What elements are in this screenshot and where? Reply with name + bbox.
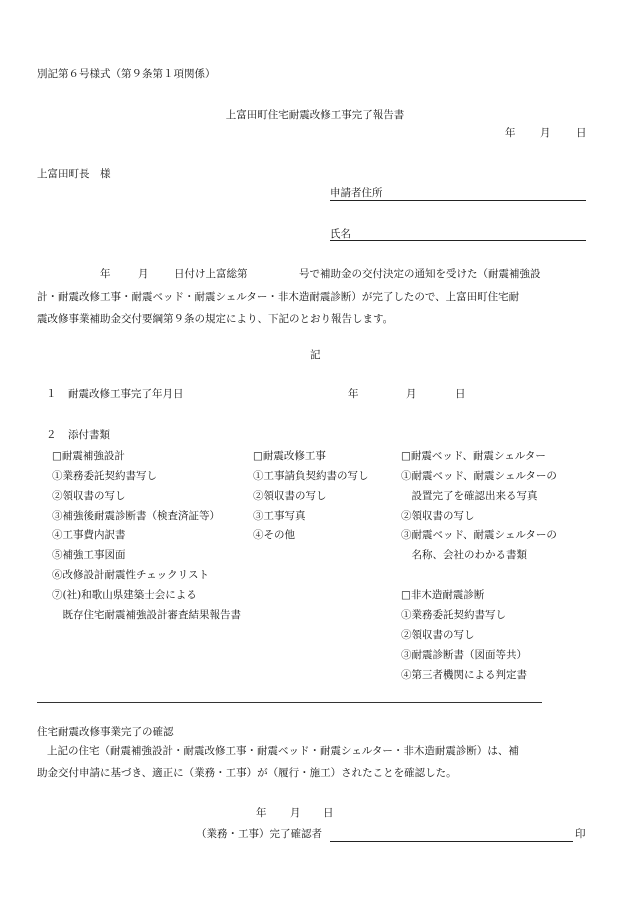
attachment-item: ⑥改修設計耐震性チェックリスト [52,569,209,581]
form-reference: 別記第６号様式（第９条第１項関係） [37,68,216,80]
applicant-name-field[interactable] [330,240,586,241]
attachment-item: 設置完了を確認出来る写真 [401,490,538,502]
document-title: 上富田町住宅耐震改修工事完了報告書 [225,109,405,121]
item1-day: 日 [455,388,466,400]
attachment-item: □耐震補強設計 [52,450,125,462]
report-date-month: 月 [540,127,551,139]
attachment-item: ①業務委託契約書写し [401,609,506,621]
attachment-item: ①工事請負契約書の写し [253,470,369,482]
confirmation-month: 月 [290,807,301,819]
seal-mark: 印 [575,828,586,840]
item1-label: 耐震改修工事完了年月日 [68,388,184,400]
confirmation-day: 日 [323,807,334,819]
item1-year: 年 [348,388,359,400]
attachment-item: □耐震改修工事 [253,450,326,462]
attachment-item: 名称、会社のわかる書類 [401,549,527,561]
section-divider [37,702,542,703]
attachment-item: ③耐震ベッド、耐震シェルターの [401,529,557,541]
applicant-address-label: 申請者住所 [330,187,383,199]
report-date-year: 年 [505,127,516,139]
applicant-name-label: 氏名 [330,228,351,240]
attachment-item: ①耐震ベッド、耐震シェルターの [401,470,557,482]
applicant-address-field[interactable] [330,200,586,201]
attachment-item: ①業務委託契約書写し [52,470,157,482]
attachment-item: ②領収書の写し [401,510,475,522]
attachment-item: ④工事費内訳書 [52,529,126,541]
item1-number: １ [46,388,57,400]
attachment-item: □非木造耐震診断 [401,589,485,601]
notice-month: 月 [138,268,149,280]
confirmation-heading: 住宅耐震改修事業完了の確認 [37,726,174,738]
item1-month: 月 [406,388,417,400]
attachment-item: ③補強後耐震診断書（検査済証等） [52,510,220,522]
attachment-item: ③耐震診断書（図面等共） [401,649,527,661]
ki-marker: 記 [310,349,321,361]
attachment-item: ②領収書の写し [253,490,327,502]
notice-body-line2: 計・耐震改修工事・耐震ベッド・耐震シェルター・非木造耐震診断）が完了したので、上富田町住宅耐 [37,291,520,303]
attachment-item: ⑦(社)和歌山県建築士会による [52,589,197,601]
report-date-day: 日 [576,127,587,139]
notice-body-line3: 震改修事業補助金交付要綱第９条の規定により、下記のとおり報告します。 [37,313,394,325]
attachment-item: ④その他 [253,529,295,541]
attachment-item: ②領収書の写し [401,629,475,641]
item2-number: ２ [46,429,57,441]
item2-label: 添付書類 [68,429,110,441]
attachment-item: □耐震ベッド、耐震シェルター [401,450,546,462]
attachment-item: ⑤補強工事図面 [52,549,126,561]
notice-body-line1: 号で補助金の交付決定の通知を受けた（耐震補強設 [299,268,541,280]
notice-date-suffix: 日付け上富総第 [174,268,248,280]
notice-year: 年 [100,268,111,280]
attachment-item: ②領収書の写し [52,490,126,502]
confirmer-signature-field[interactable] [330,841,573,842]
confirmation-body-line1: 上記の住宅（耐震補強設計・耐震改修工事・耐震ベッド・耐震シェルター・非木造耐震診断）は、補 [47,745,519,757]
attachment-item: ④第三者機関による判定書 [401,669,527,681]
attachment-item: ③工事写真 [253,510,306,522]
addressee: 上富田町長 様 [37,168,111,180]
confirmation-body-line2: 助金交付申請に基づき、適正に（業務・工事）が（履行・施工）されたことを確認した。 [37,767,457,779]
confirmer-label: （業務・工事）完了確認者 [196,828,322,840]
attachment-item: 既存住宅耐震補強設計審査結果報告書 [52,609,241,621]
confirmation-year: 年 [256,807,267,819]
